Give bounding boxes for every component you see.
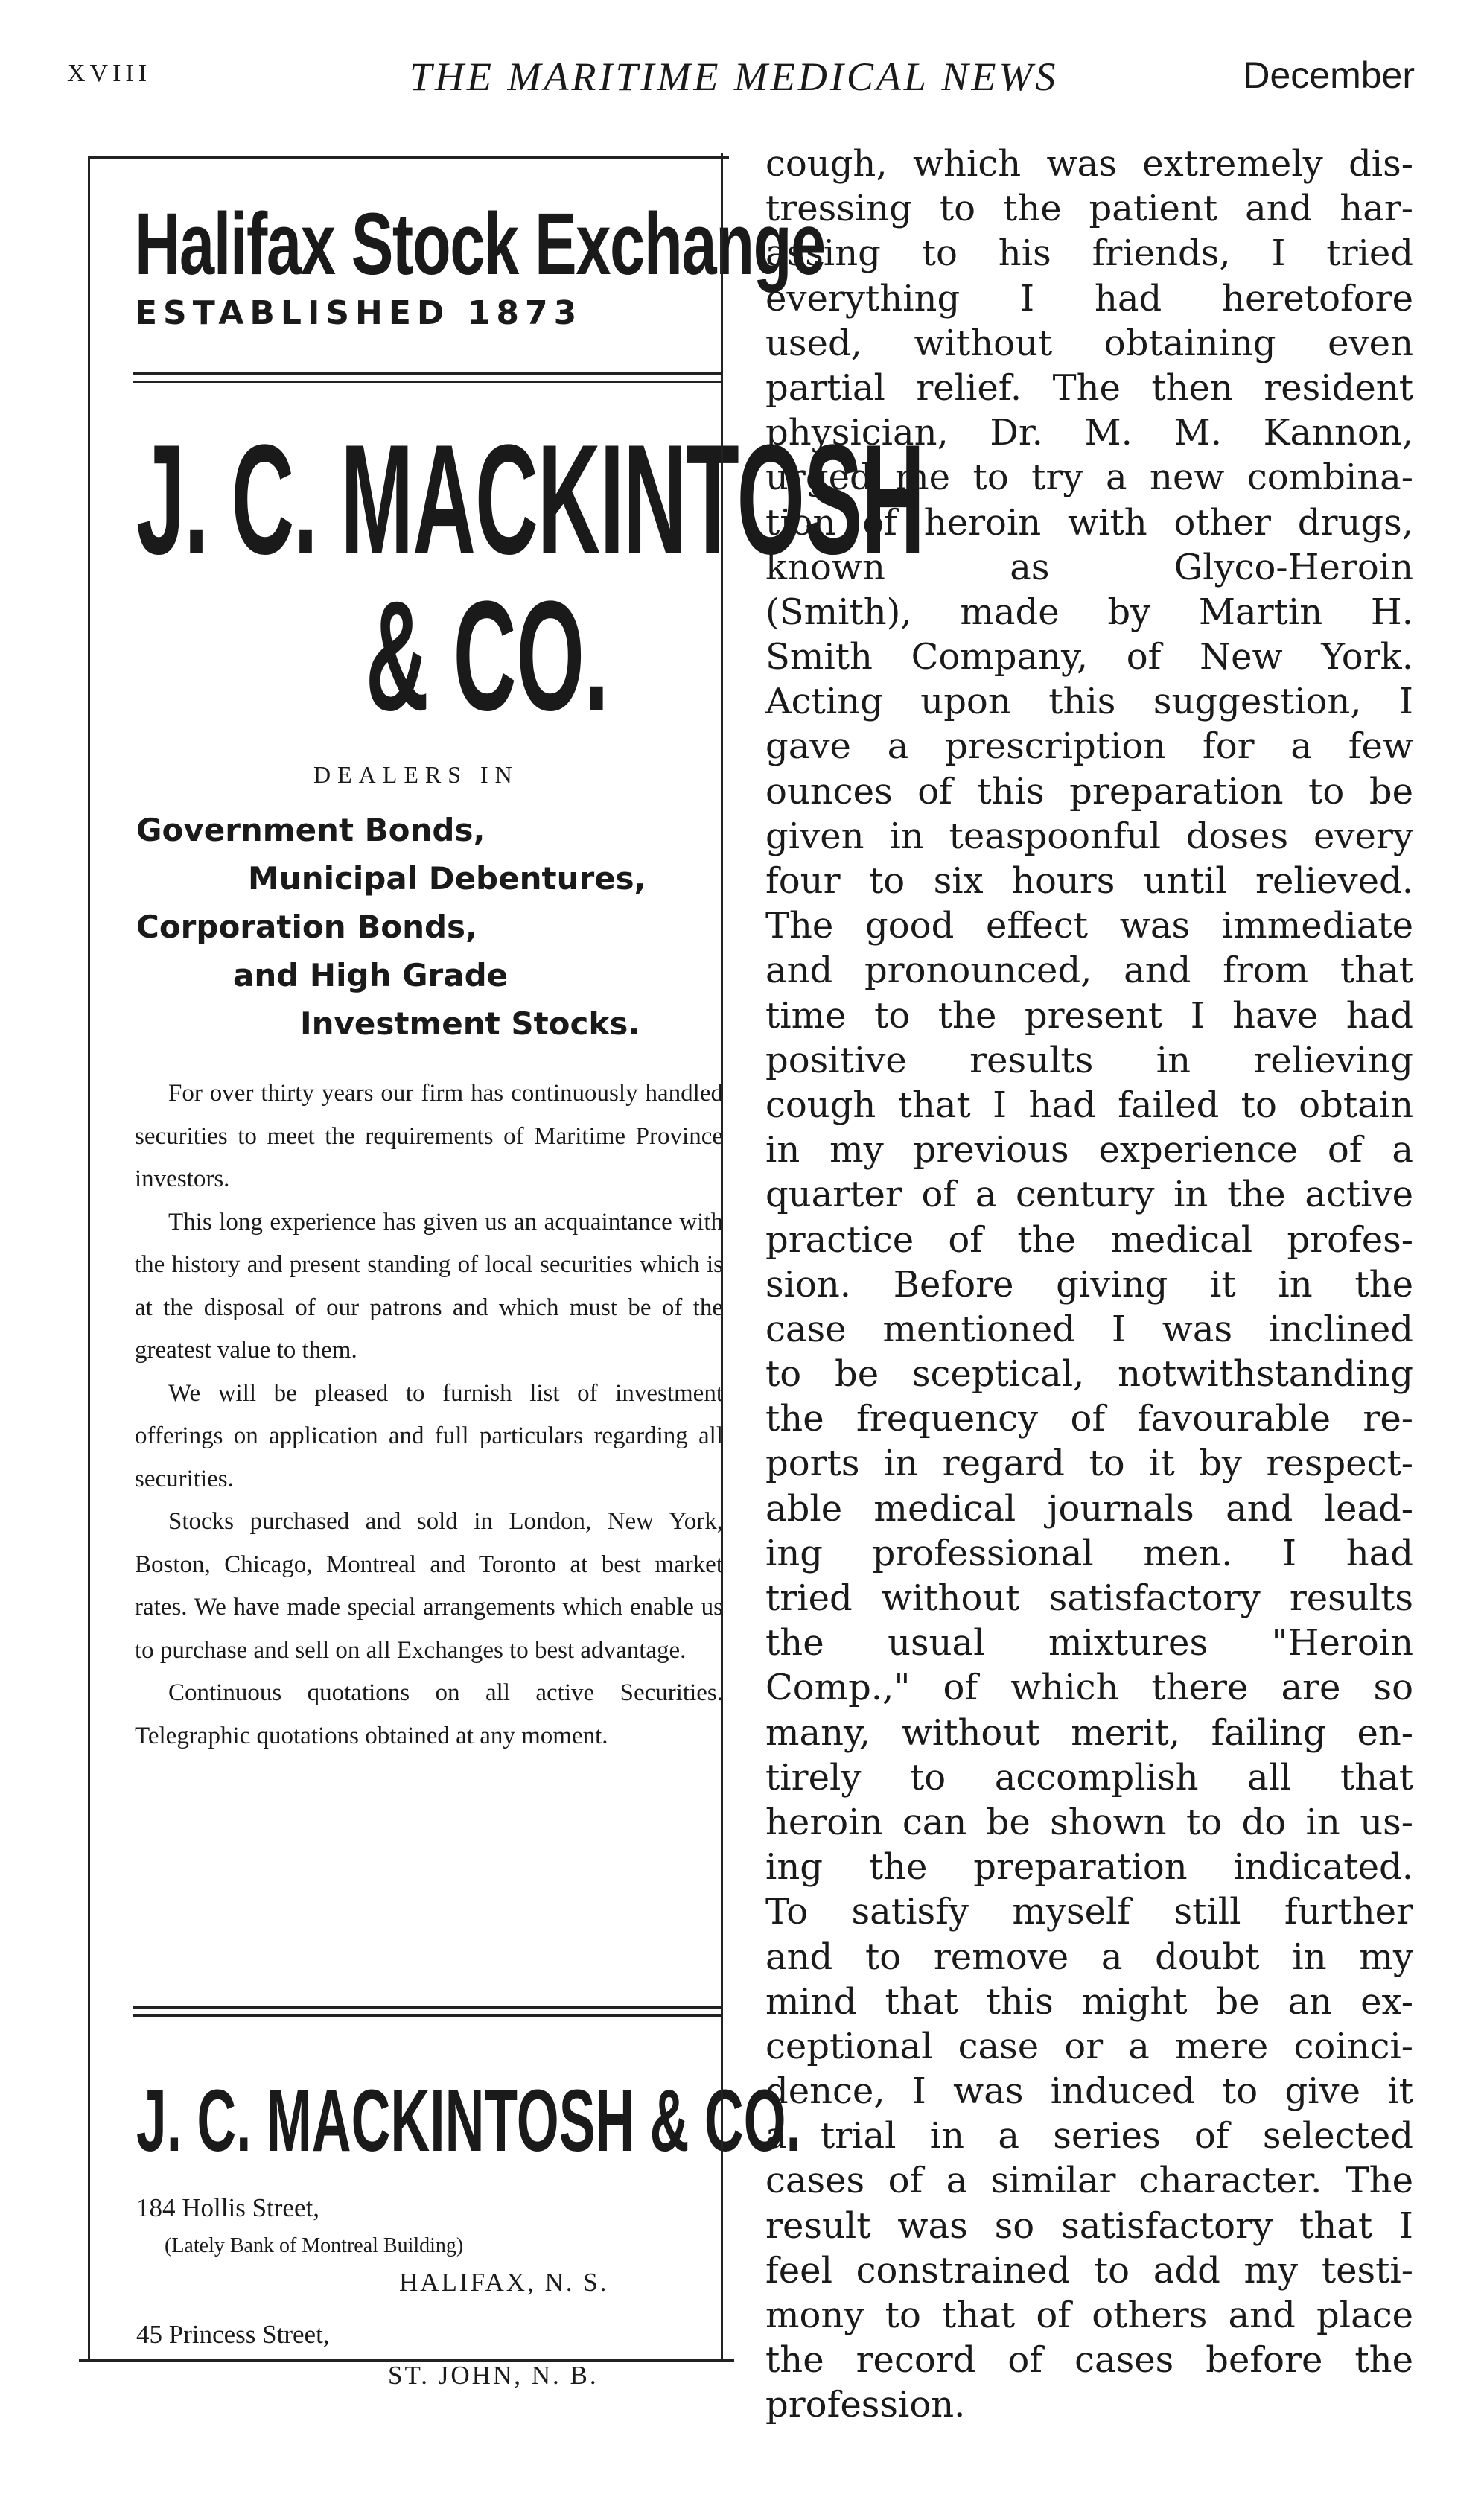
article-line: time to the present I have had [765, 994, 1413, 1037]
ad-paragraph: For over thirty years our firm has continuously handled securities to meet the requirements of Maritime Province investors. [135, 1080, 723, 1192]
ad-paragraph: This long experience has given us an acquaintance with the history and present standing of local securities which is at the disposal of our patrons and which must be of the greatest value to them. [135, 1208, 723, 1364]
exchange-title: Halifax Stock Exchange [135, 195, 825, 293]
article-line: gave a prescription for a few [765, 725, 1413, 768]
article-line: ing the preparation indicated. [765, 1846, 1413, 1889]
page-number: XVIII [67, 60, 152, 87]
article-column [765, 141, 1413, 2428]
article-line: physician, Dr. M. M. Kannon, [765, 412, 1413, 454]
article-line: ounces of this preparation to be [765, 770, 1413, 812]
article-line: practice of the medical profes- [765, 1218, 1413, 1261]
firm-name-footer: J. C. MACKINTOSH & CO. [136, 2072, 801, 2170]
article-line: positive results in relieving [765, 1039, 1413, 1081]
journal-title: THE MARITIME MEDICAL NEWS [410, 54, 1059, 99]
article-line: the usual mixtures "Heroin [765, 1622, 1413, 1664]
ad-top-rule [90, 156, 729, 159]
article-line: tried without satisfactory results [765, 1577, 1413, 1619]
ad-paragraph: Continuous quotations on all active Securities. Telegraphic quotations obtained at any moment. [135, 1679, 723, 1749]
issue-month: December [1243, 54, 1415, 96]
page-header [67, 54, 1415, 106]
article-line: and to remove a doubt in my [765, 1936, 1413, 1978]
article-line: heroin can be shown to do in us- [765, 1801, 1413, 1843]
article-line: Comp.," of which there are so [765, 1667, 1413, 1709]
article-line: The good effect was immediate [765, 905, 1413, 947]
ad-bottom-rule [79, 2359, 734, 2362]
article-line: able medical journals and lead- [765, 1487, 1413, 1530]
article-line: four to six hours until relieved. [765, 860, 1413, 902]
article-line: partial relief. The then resident [765, 366, 1413, 409]
article-line: sion. Before giving it in the [765, 1263, 1413, 1306]
article-line: result was so satisfactory that I [765, 2204, 1413, 2247]
address2-city: ST. JOHN, N. B. [388, 2361, 599, 2390]
article-line: given in teaspoonful doses every [765, 815, 1413, 857]
article-line: mind that this might be an ex- [765, 1980, 1413, 2023]
article-line: quarter of a century in the active [765, 1174, 1413, 1216]
dealers-in-label: DEALERS IN [313, 761, 519, 788]
article-line: and pronounced, and from that [765, 950, 1413, 992]
article-line: to be sceptical, notwithstanding [765, 1353, 1413, 1396]
double-rule [133, 372, 722, 383]
address1-note: (Lately Bank of Montreal Building) [165, 2234, 464, 2257]
article-line: cases of a similar character. The [765, 2160, 1413, 2202]
article-line: known as Glyco-Heroin [765, 546, 1413, 588]
article-line: case mentioned I was inclined [765, 1308, 1413, 1350]
ad-body-text [135, 1072, 723, 1758]
double-rule [133, 2006, 722, 2017]
article-line: the record of cases before the [765, 2339, 1413, 2382]
article-line: everything I had heretofore [765, 277, 1413, 319]
address1-city: HALIFAX, N. S. [399, 2268, 609, 2297]
offering-item: Investment Stocks. [300, 1005, 640, 1042]
article-line: Smith Company, of New York. [765, 636, 1413, 678]
established-line: ESTABLISHED 1873 [135, 294, 583, 332]
article-line: Acting upon this suggestion, I [765, 681, 1413, 723]
offering-item: and High Grade [233, 957, 509, 993]
address2-street: 45 Princess Street, [136, 2320, 330, 2349]
offering-item: Corporation Bonds, [136, 909, 478, 945]
ad-paragraph: We will be pleased to furnish list of investment offerings on application and full particulars regarding all securities. [135, 1379, 723, 1492]
article-line: profession. [765, 2384, 966, 2426]
article-line: ing professional men. I had [765, 1532, 1413, 1574]
column-divider [721, 153, 723, 2361]
firm-name-line2: & CO. [366, 568, 609, 743]
article-line: feel constrained to add my testi- [765, 2249, 1413, 2292]
article-line: tion of heroin with other drugs, [765, 501, 1413, 544]
advertisement-box [88, 156, 924, 2390]
article-line: (Smith), made by Martin H. [765, 591, 1413, 633]
ad-paragraph: Stocks purchased and sold in London, New York, Boston, Chicago, Montreal and Toronto at best market rates. We have made special arrangements which enable us to purchase and sell on all Exchanges to best advantage. [135, 1508, 723, 1664]
article-line: cough that I had failed to obtain [765, 1084, 1413, 1126]
article-line: a trial in a series of selected [765, 2115, 1413, 2157]
article-line: assing to his friends, I tried [765, 232, 1413, 275]
article-line: ports in regard to it by respect- [765, 1443, 1413, 1485]
article-line: mony to that of others and place [765, 2294, 1413, 2336]
article-line: cough, which was extremely dis- [765, 143, 1413, 185]
offering-item: Government Bonds, [136, 812, 485, 848]
article-line: in my previous experience of a [765, 1129, 1413, 1171]
offering-item: Municipal Debentures, [248, 860, 646, 897]
article-line: ceptional case or a mere coinci- [765, 2025, 1413, 2067]
address1-street: 184 Hollis Street, [136, 2193, 319, 2222]
article-line: dence, I was induced to give it [765, 2070, 1413, 2113]
article-line: To satisfy myself still further [765, 1891, 1413, 1933]
firm-name-line1: J. C. MACKINTOSH [136, 412, 924, 587]
article-line: many, without merit, failing en- [765, 1711, 1413, 1754]
article-line: tressing to the patient and har- [765, 188, 1413, 230]
article-line: the frequency of favourable re- [765, 1398, 1413, 1440]
article-line: tirely to accomplish all that [765, 1756, 1413, 1799]
article-line: used, without obtaining even [765, 322, 1413, 364]
article-line: urged me to try a new combina- [765, 457, 1413, 499]
